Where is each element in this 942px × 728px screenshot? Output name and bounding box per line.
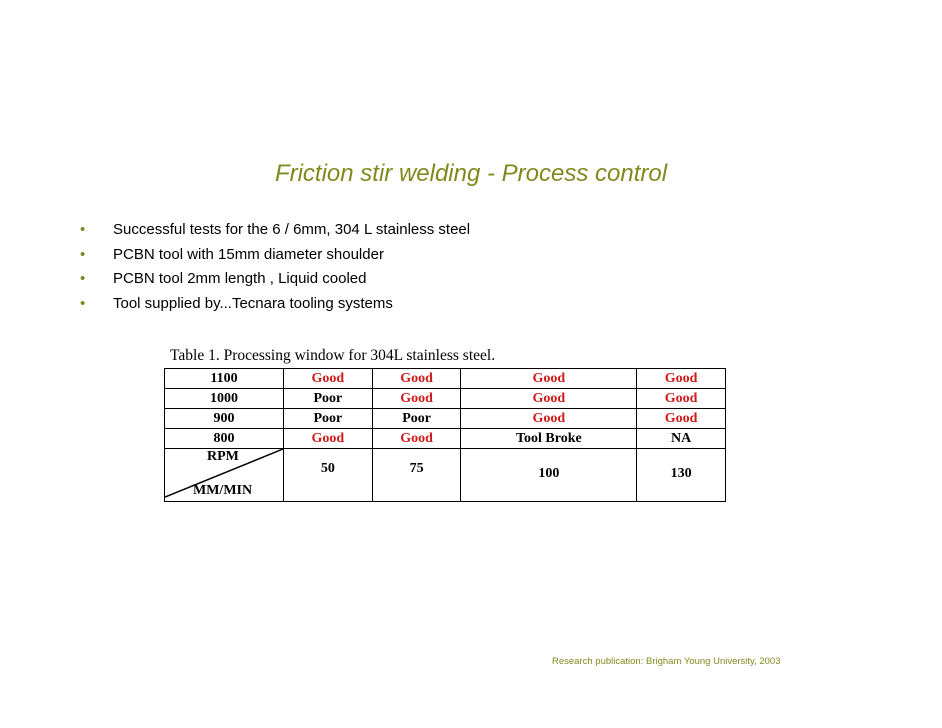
result-cell: Good <box>461 409 637 429</box>
speed-axis-label: MM/MIN <box>193 483 253 498</box>
bullet-item <box>80 294 470 319</box>
speed-value: 75 <box>409 461 424 476</box>
speed-value: 50 <box>320 461 335 476</box>
bullet-item <box>80 269 470 294</box>
table-row <box>165 389 726 409</box>
speed-cell <box>372 449 461 502</box>
table-caption: Table 1. Processing window for 304L stainless steel. <box>170 347 496 364</box>
speed-value: 100 <box>538 466 560 481</box>
result-cell: Good <box>461 369 637 389</box>
bullet-list <box>80 220 470 318</box>
result-cell: Tool Broke <box>461 429 637 449</box>
table-row <box>165 409 726 429</box>
result-cell: Good <box>372 429 461 449</box>
bullet-text: Tool supplied by...Tecnara tooling systems <box>113 294 393 312</box>
result-cell: Poor <box>284 409 373 429</box>
bullet-icon: • <box>80 270 86 287</box>
result-cell: Good <box>461 389 637 409</box>
bullet-icon: • <box>80 245 86 263</box>
result-cell: Poor <box>372 409 461 429</box>
result-cell: Good <box>637 389 726 409</box>
speed-cell <box>284 449 373 502</box>
bullet-item <box>80 220 470 245</box>
source-citation: Research publication: Brigham Young University, 2003 <box>552 656 781 667</box>
bullet-icon: • <box>80 221 86 238</box>
rpm-value-cell: 1100 <box>165 369 284 389</box>
bullet-text: PCBN tool 2mm length , Liquid cooled <box>113 270 367 287</box>
speed-cell <box>637 449 726 502</box>
bullet-text: Successful tests for the 6 / 6mm, 304 L stainless steel <box>113 221 471 238</box>
axis-header-cell <box>165 449 284 502</box>
rpm-value-cell: 800 <box>165 429 284 449</box>
table-row <box>165 429 726 449</box>
slide-title: Friction stir welding - Process control <box>274 160 668 187</box>
result-cell: Good <box>284 369 373 389</box>
speed-value: 130 <box>670 466 692 481</box>
rpm-value-cell: 1000 <box>165 389 284 409</box>
result-cell: Good <box>637 369 726 389</box>
result-cell: Good <box>284 429 373 449</box>
table-row <box>165 369 726 389</box>
rpm-value-cell: 900 <box>165 409 284 429</box>
result-cell: NA <box>637 429 726 449</box>
speed-axis-row <box>165 449 726 502</box>
result-cell: Good <box>637 409 726 429</box>
result-cell: Good <box>372 369 461 389</box>
bullet-text: PCBN tool with 15mm diameter shoulder <box>113 245 384 263</box>
bullet-icon: • <box>80 294 86 312</box>
result-cell: Good <box>372 389 461 409</box>
result-cell: Poor <box>284 389 373 409</box>
processing-window-table <box>164 368 726 502</box>
speed-cell <box>461 449 637 502</box>
bullet-item <box>80 245 470 270</box>
rpm-axis-label: RPM <box>207 449 239 464</box>
